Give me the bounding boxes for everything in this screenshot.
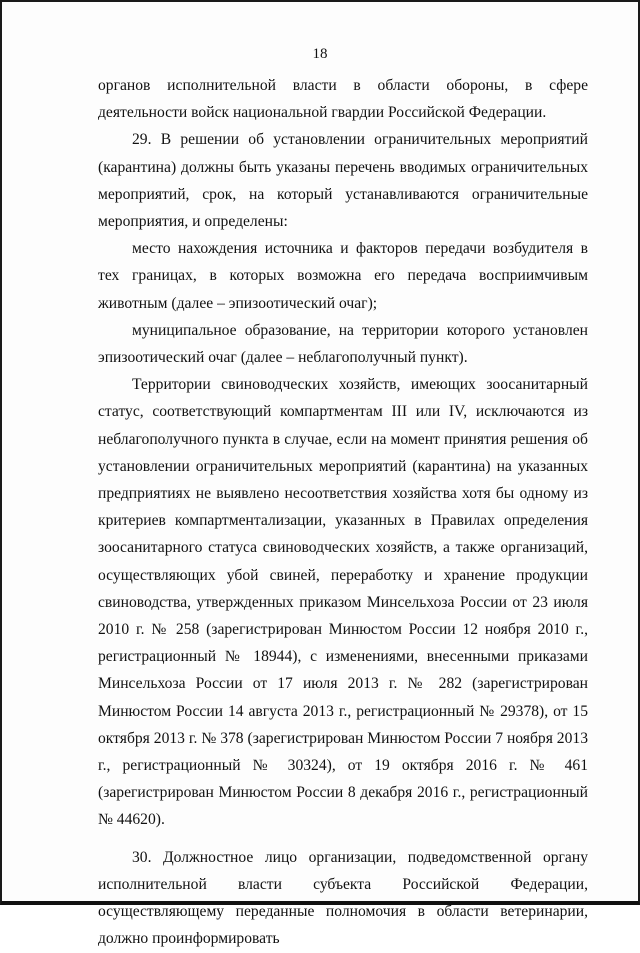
paragraph-item-location: место нахождения источника и факторов передачи возбудителя в тех границах, в которых возможна его передача восприимчивым животным (далее – эпизоотический очаг);	[98, 240, 588, 312]
paragraph-continuation: органов исполнительной власти в области обороны, в сфере деятельности войск национальной гвардии Российской Федерации.	[98, 77, 588, 122]
page-number: 18	[312, 46, 328, 62]
paragraph-item-municipality: муниципальное образование, на территории которого установлен эпизоотический очаг (далее – неблагополучный пункт).	[98, 321, 588, 367]
paragraph-pig-farms: Территории свиноводческих хозяйств, имеющих зоосанитарный статус, соответствующий компартментам III или IV, исключаются из неблагополучного пункта в случае, если на момент принятия решения об установлении ограничительных мероприятий (карантина) на указанных предприятиях не выявлено несоответствия хозяйства хотя бы одному из критериев компартментализации, указанных в Правилах определения зоосанитарного статуса свиноводческих хозяйств, а также организаций, осуществляющих убой свиней, переработку и хранение продукции свиноводства, утвержденных приказом Минсельхоза России от 23 июля 2010 г. № 258 (зарегистрирован Минюстом России 12 ноября 2010 г., регистрационный № 18944), с изменениями, внесенными приказами Минсельхоза России от 17 июля 2013 г. № 282 (зарегистрирован Минюстом России 14 августа 2013 г., регистрационный № 29378), от 15 октября 2013 г. № 378 (зарегистрирован Минюстом России 7 ноября 2013 г., регистрационный № 30324), от 19 октября 2016 г. № 461 (зарегистрирован Минюстом России 8 декабря 2016 г., регистрационный № 44620).	[98, 376, 588, 829]
paragraph-clause-30: 30. Должностное лицо организации, подведомственной органу исполнительной власти субъекта Российской Федерации, осуществляющему переданные полномочия в области ветеринарии, должно проинформировать	[98, 848, 588, 948]
paragraph-clause-29: 29. В решении об установлении ограничительных мероприятий (карантина) должны быть указаны перечень вводимых ограничительных мероприятий, срок, на который устанавливаются ограничительные мероприятия, и определены:	[98, 131, 588, 231]
document-body	[98, 72, 588, 953]
